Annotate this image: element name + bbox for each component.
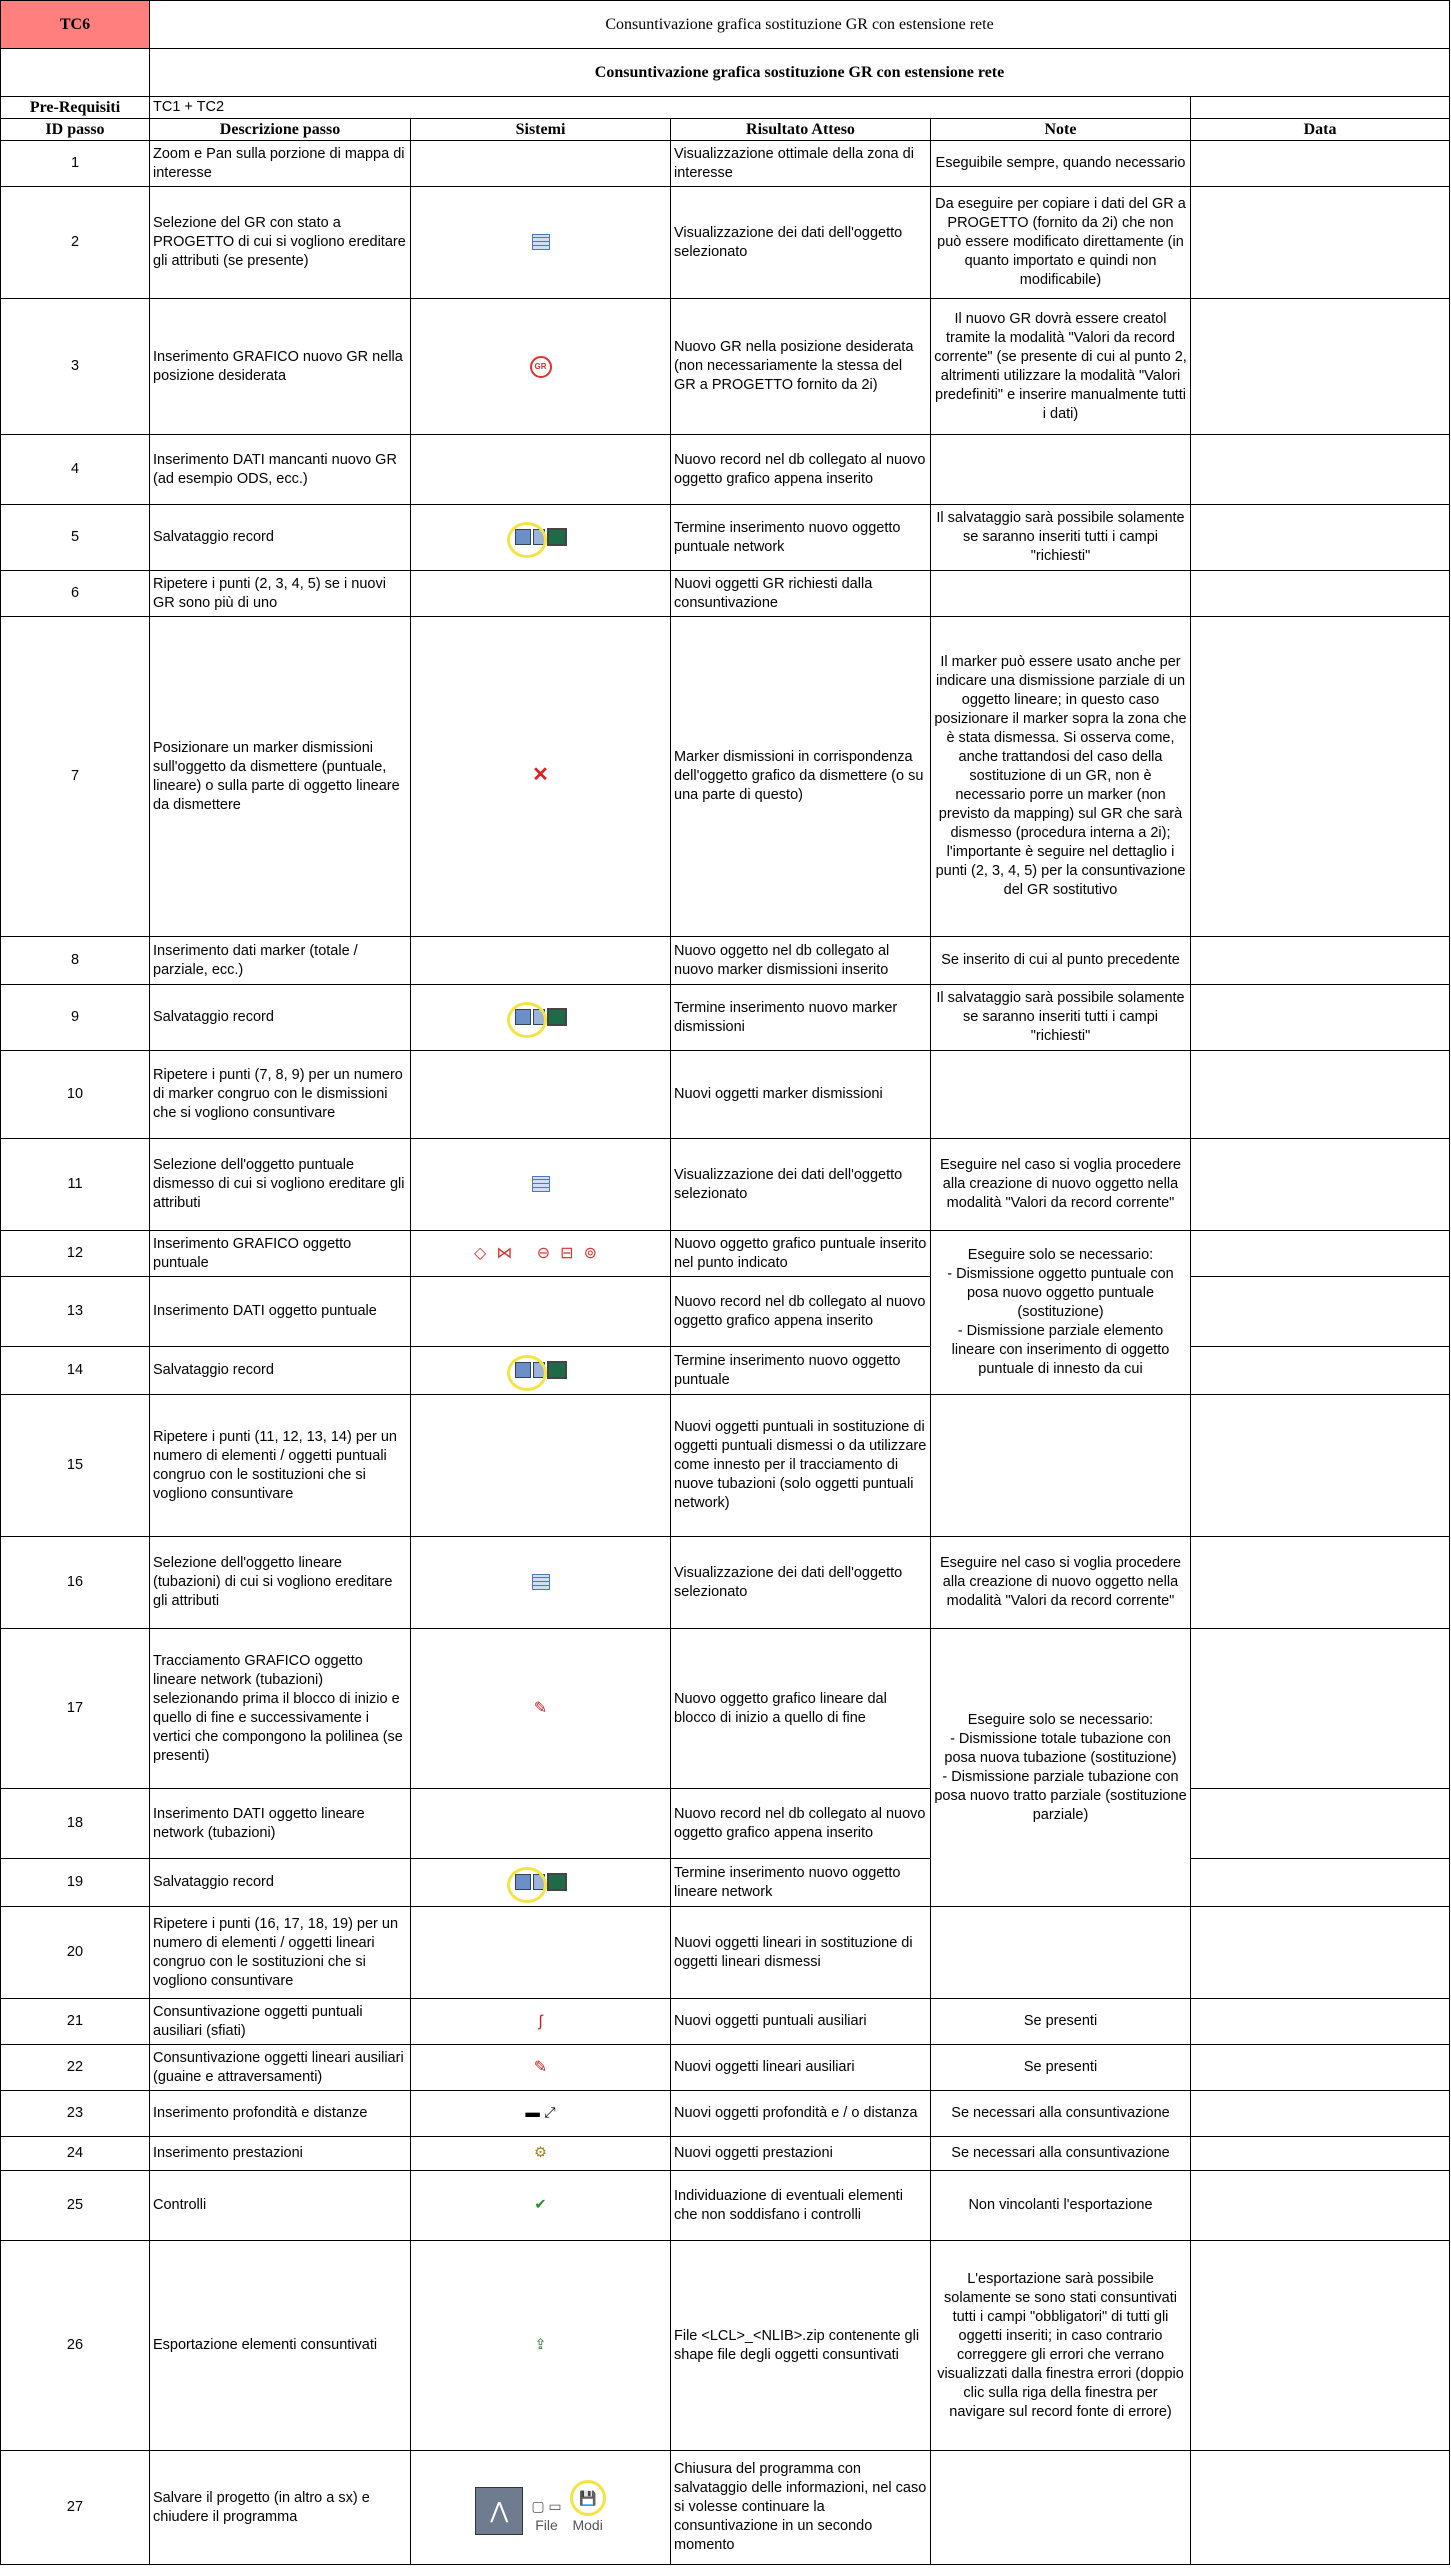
step-id: 14 (1, 1347, 150, 1395)
step-id: 18 (1, 1789, 150, 1859)
table-row (1, 1231, 1450, 1277)
step-expected-result: Nuovi oggetti lineari in sostituzione di oggetti lineari dismessi (671, 1907, 931, 1999)
step-date (1191, 1999, 1450, 2045)
step-expected-result: Nuovo record nel db collegato al nuovo oggetto grafico appena inserito (671, 1277, 931, 1347)
step-note: Il marker può essere usato anche per indicare una dismissione parziale di un oggetto lineare; in questo caso posizionare il marker sopra la zona che è stata dismessa. Si osserva come, anche trattandosi del caso della sostituzione di un GR, non è necessario porre un marker (non previsto da mapping) sul GR che sarà dismesso (procedura interna a 2i); l'importante è seguire nel dettaglio i punti (2, 3, 4, 5) per la consuntivazione del GR sostitutivo (931, 617, 1191, 937)
table-row (1, 2171, 1450, 2241)
step-id: 10 (1, 1051, 150, 1139)
save-record-icon (509, 1869, 573, 1895)
step-note (931, 435, 1191, 505)
tc-title: Consuntivazione grafica sostituzione GR con estensione rete (150, 1, 1450, 49)
step-description: Inserimento GRAFICO nuovo GR nella posizione desiderata (150, 299, 411, 435)
step-note: L'esportazione sarà possibile solamente se sono stati consuntivati tutti i campi "obbligatori" di tutti gli oggetti inseriti; in caso contrario correggere gli errori che verrano visualizzati dalla finestra errori (doppio clic sulla riga della finestra per navigare sul record fonte di errore) (931, 2241, 1191, 2451)
step-description: Inserimento DATI oggetto puntuale (150, 1277, 411, 1347)
step-expected-result: Chiusura del programma con salvataggio delle informazioni, nel caso si volesse continuare la consuntivazione in un secondo momento (671, 2451, 931, 2565)
step-expected-result: Nuovi oggetti GR richiesti dalla consuntivazione (671, 571, 931, 617)
step-note (931, 1395, 1191, 1537)
table-row (1, 1051, 1450, 1139)
step-expected-result: Termine inserimento nuovo oggetto puntuale network (671, 505, 931, 571)
step-date (1191, 1277, 1450, 1347)
step-systems (411, 1395, 671, 1537)
step-date (1191, 141, 1450, 187)
step-expected-result: Visualizzazione dei dati dell'oggetto selezionato (671, 1139, 931, 1231)
step-note (931, 1907, 1191, 1999)
step-systems (411, 1139, 671, 1231)
table-row (1, 2137, 1450, 2171)
export-icon: ⇪ (534, 2337, 547, 2353)
table-row (1, 2241, 1450, 2451)
step-id: 15 (1, 1395, 150, 1537)
step-note: Se necessari alla consuntivazione (931, 2091, 1191, 2137)
step-systems (411, 2137, 671, 2171)
step-id: 26 (1, 2241, 150, 2451)
step-systems (411, 2241, 671, 2451)
highlight-ring (507, 1867, 547, 1903)
step-expected-result: Nuovo oggetto nel db collegato al nuovo marker dismissioni inserito (671, 937, 931, 985)
step-date (1191, 985, 1450, 1051)
step-date (1191, 1859, 1450, 1907)
step-systems (411, 2171, 671, 2241)
step-expected-result: Nuovo oggetto grafico lineare dal blocco di inizio a quello di fine (671, 1629, 931, 1789)
step-id: 25 (1, 2171, 150, 2241)
save-icon: 💾 (570, 2480, 606, 2516)
table-row (1, 1347, 1450, 1395)
table-row (1, 187, 1450, 299)
step-expected-result: Visualizzazione dei dati dell'oggetto selezionato (671, 187, 931, 299)
step-id: 23 (1, 2091, 150, 2137)
toolbar-icon (547, 528, 567, 546)
toolbar-icon (547, 1008, 567, 1026)
step-id: 6 (1, 571, 150, 617)
step-date (1191, 2451, 1450, 2565)
table-row (1, 1139, 1450, 1231)
highlight-ring (507, 1355, 547, 1391)
step-systems (411, 1999, 671, 2045)
step-description: Posizionare un marker dismissioni sull'oggetto da dismettere (puntuale, lineare) o sulla parte di oggetto lineare da dismettere (150, 617, 411, 937)
step-description: Selezione dell'oggetto puntuale dismesso di cui si vogliono ereditare gli attributi (150, 1139, 411, 1231)
step-description: Consuntivazione oggetti puntuali ausiliari (sfiati) (150, 1999, 411, 2045)
step-date (1191, 2137, 1450, 2171)
step-expected-result: Nuovo GR nella posizione desiderata (non necessariamente la stessa del GR a PROGETTO fornito da 2i) (671, 299, 931, 435)
step-systems (411, 1859, 671, 1907)
step-note: Il salvataggio sarà possibile solamente se saranno inseriti tutti i campi "richiesti" (931, 505, 1191, 571)
step-date (1191, 435, 1450, 505)
step-expected-result: Nuovi oggetti puntuali in sostituzione di oggetti puntuali dismessi o da utilizzare come innesto per il tracciamento di nuove tubazioni (solo oggetti puntuali network) (671, 1395, 931, 1537)
dismiss-marker-icon: ✕ (532, 764, 549, 786)
step-note: Il nuovo GR dovrà essere creatol tramite la modalità "Valori da record corrente" (se presente di cui al punto 2, altrimenti utilizzare la modalità "Valori predefiniti" e inserire manualmente tutti i dati) (931, 299, 1191, 435)
step-expected-result: Marker dismissioni in corrispondenza dell'oggetto grafico da dismettere (o su una parte di questo) (671, 617, 931, 937)
step-date (1191, 2091, 1450, 2137)
step-description: Inserimento prestazioni (150, 2137, 411, 2171)
step-systems (411, 2045, 671, 2091)
step-systems (411, 187, 671, 299)
step-description: Selezione del GR con stato a PROGETTO di cui si vogliono ereditare gli attributi (se presente) (150, 187, 411, 299)
gr-marker-icon: GR (530, 356, 552, 378)
table-row (1, 141, 1450, 187)
col-header-note: Note (931, 119, 1191, 141)
step-note (931, 1051, 1191, 1139)
step-note: Da eseguire per copiare i dati del GR a PROGETTO (fornito da 2i) che non può essere modificato direttamente (in quanto importato e quindi non modificabile) (931, 187, 1191, 299)
step-id: 5 (1, 505, 150, 571)
step-expected-result: Visualizzazione ottimale della zona di interesse (671, 141, 931, 187)
step-note: Eseguire nel caso si voglia procedere alla creazione di nuovo oggetto nella modalità "Valori da record corrente" (931, 1537, 1191, 1629)
save-record-icon (509, 1004, 573, 1030)
step-description: Controlli (150, 2171, 411, 2241)
step-expected-result: Nuovo record nel db collegato al nuovo oggetto grafico appena inserito (671, 435, 931, 505)
step-systems (411, 1051, 671, 1139)
step-date (1191, 299, 1450, 435)
table-grid-icon (532, 234, 550, 250)
step-date (1191, 617, 1450, 937)
step-systems (411, 435, 671, 505)
step-date (1191, 187, 1450, 299)
step-systems (411, 617, 671, 937)
step-expected-result: Nuovi oggetti prestazioni (671, 2137, 931, 2171)
step-note (931, 2451, 1191, 2565)
step-systems (411, 1629, 671, 1789)
step-note: Eseguibile sempre, quando necessario (931, 141, 1191, 187)
tc-subtitle: Consuntivazione grafica sostituzione GR con estensione rete (150, 49, 1450, 97)
draw-line-icon: ✎ (533, 2058, 548, 2076)
step-expected-result: Nuovi oggetti marker dismissioni (671, 1051, 931, 1139)
table-row (1, 2045, 1450, 2091)
table-row (1, 617, 1450, 937)
vent-icon: ʃ (538, 2012, 543, 2030)
step-note: Se presenti (931, 1999, 1191, 2045)
table-row (1, 299, 1450, 435)
step-expected-result: Nuovo record nel db collegato al nuovo oggetto grafico appena inserito (671, 1789, 931, 1859)
step-description: Inserimento DATI mancanti nuovo GR (ad esempio ODS, ecc.) (150, 435, 411, 505)
step-expected-result: Termine inserimento nuovo marker dismissioni (671, 985, 931, 1051)
point-object-icons: ◇⋈ ⊖⊟⊚ (474, 1244, 607, 1262)
step-id: 27 (1, 2451, 150, 2565)
step-date (1191, 937, 1450, 985)
step-description: Salvataggio record (150, 505, 411, 571)
step-description: Inserimento GRAFICO oggetto puntuale (150, 1231, 411, 1277)
step-note (931, 571, 1191, 617)
step-note: Se necessari alla consuntivazione (931, 2137, 1191, 2171)
step-description: Consuntivazione oggetti lineari ausiliari (guaine e attraversamenti) (150, 2045, 411, 2091)
step-systems (411, 1347, 671, 1395)
table-row (1, 571, 1450, 617)
step-systems (411, 571, 671, 617)
step-description: Tracciamento GRAFICO oggetto lineare network (tubazioni) selezionando prima il blocco di inizio e quello di fine e successivamente i vertici che compongono la polilinea (se presenti) (150, 1629, 411, 1789)
step-systems (411, 985, 671, 1051)
check-icon: ✔ (534, 2197, 547, 2213)
col-header-date: Data (1191, 119, 1450, 141)
step-id: 9 (1, 985, 150, 1051)
step-systems (411, 1537, 671, 1629)
step-description: Ripetere i punti (16, 17, 18, 19) per un numero di elementi / oggetti lineari congruo con le sostituzioni che si vogliono consuntivare (150, 1907, 411, 1999)
step-id: 1 (1, 141, 150, 187)
step-description: Esportazione elementi consuntivati (150, 2241, 411, 2451)
step-id: 20 (1, 1907, 150, 1999)
step-id: 24 (1, 2137, 150, 2171)
step-systems (411, 141, 671, 187)
toolbar-icon (547, 1361, 567, 1379)
step-note: Eseguire solo se necessario: - Dismissione oggetto puntuale con posa nuovo oggetto puntuale (sostituzione) - Dismissione parziale elemento lineare con inserimento di oggetto puntuale di innesto da cui (931, 1231, 1191, 1395)
step-date (1191, 1347, 1450, 1395)
step-systems (411, 2451, 671, 2565)
step-date (1191, 1629, 1450, 1789)
table-row (1, 505, 1450, 571)
step-description: Ripetere i punti (11, 12, 13, 14) per un numero di elementi / oggetti puntuali congruo con le sostituzioni che si vogliono consuntivare (150, 1395, 411, 1537)
step-description: Zoom e Pan sulla porzione di mappa di interesse (150, 141, 411, 187)
step-description: Salvataggio record (150, 1347, 411, 1395)
save-record-icon (509, 524, 573, 550)
step-expected-result: Nuovo oggetto grafico puntuale inserito nel punto indicato (671, 1231, 931, 1277)
step-expected-result: Visualizzazione dei dati dell'oggetto selezionato (671, 1537, 931, 1629)
step-systems (411, 505, 671, 571)
table-row (1, 937, 1450, 985)
step-systems (411, 1277, 671, 1347)
table-grid-icon (532, 1176, 550, 1192)
step-description: Ripetere i punti (7, 8, 9) per un numero di marker congruo con le dismissioni che si vogliono consuntivare (150, 1051, 411, 1139)
step-id: 12 (1, 1231, 150, 1277)
draw-line-icon: ✎ (533, 1699, 548, 1717)
step-id: 13 (1, 1277, 150, 1347)
step-date (1191, 1139, 1450, 1231)
col-header-result: Risultato Atteso (671, 119, 931, 141)
ribbon-toolbar (475, 2480, 605, 2535)
table-row (1, 1277, 1450, 1347)
step-description: Selezione dell'oggetto lineare (tubazioni) di cui si vogliono ereditare gli attributi (150, 1537, 411, 1629)
table-row (1, 2451, 1450, 2565)
step-note: Il salvataggio sarà possibile solamente se saranno inseriti tutti i campi "richiesti" (931, 985, 1191, 1051)
step-date (1191, 571, 1450, 617)
save-record-icon (509, 1357, 573, 1383)
step-description: Salvare il progetto (in altro a sx) e chiudere il programma (150, 2451, 411, 2565)
table-row (1, 1907, 1450, 1999)
step-date (1191, 1051, 1450, 1139)
step-date (1191, 505, 1450, 571)
compass-icon: ⋀ (475, 2487, 523, 2535)
table-row (1, 1859, 1450, 1907)
step-date (1191, 2171, 1450, 2241)
table-grid-icon (532, 1574, 550, 1590)
step-id: 7 (1, 617, 150, 937)
tc-id: TC6 (1, 1, 150, 49)
step-id: 19 (1, 1859, 150, 1907)
prereq-value: TC1 + TC2 (150, 97, 1191, 119)
step-expected-result: Nuovi oggetti puntuali ausiliari (671, 1999, 931, 2045)
col-header-id: ID passo (1, 119, 150, 141)
step-description: Inserimento profondità e distanze (150, 2091, 411, 2137)
step-expected-result: File <LCL>_<NLIB>.zip contenente gli shape file degli oggetti consuntivati (671, 2241, 931, 2451)
file-label: File (535, 2517, 558, 2533)
table-row (1, 1537, 1450, 1629)
step-systems (411, 1231, 671, 1277)
highlight-ring (507, 1002, 547, 1038)
step-id: 16 (1, 1537, 150, 1629)
step-id: 2 (1, 187, 150, 299)
step-note: Eseguire nel caso si voglia procedere alla creazione di nuovo oggetto nella modalità "Valori da record corrente" (931, 1139, 1191, 1231)
step-date (1191, 2045, 1450, 2091)
step-id: 8 (1, 937, 150, 985)
highlight-ring (507, 522, 547, 558)
table-row (1, 1395, 1450, 1537)
step-note: Non vincolanti l'esportazione (931, 2171, 1191, 2241)
step-description: Inserimento dati marker (totale / parziale, ecc.) (150, 937, 411, 985)
prereq-label: Pre-Requisiti (1, 97, 150, 119)
table-row (1, 435, 1450, 505)
col-header-desc: Descrizione passo (150, 119, 411, 141)
step-note: Eseguire solo se necessario: - Dismissione totale tubazione con posa nuova tubazione (sostituzione) - Dismissione parziale tubazione con posa nuovo tratto parziale (sostituzione parziale) (931, 1629, 1191, 1907)
step-date (1191, 1907, 1450, 1999)
step-systems (411, 299, 671, 435)
modi-menu (570, 2480, 606, 2535)
step-description: Inserimento DATI oggetto lineare network (tubazioni) (150, 1789, 411, 1859)
col-header-sys: Sistemi (411, 119, 671, 141)
step-expected-result: Nuovi oggetti lineari ausiliari (671, 2045, 931, 2091)
table-row (1, 1789, 1450, 1859)
modi-label: Modi (572, 2517, 603, 2533)
step-date (1191, 2241, 1450, 2451)
file-menu (531, 2497, 561, 2535)
step-systems (411, 1907, 671, 1999)
step-date (1191, 1231, 1450, 1277)
step-systems (411, 937, 671, 985)
table-row (1, 1629, 1450, 1789)
file-icon: ▢ ▭ (531, 2498, 562, 2514)
step-id: 3 (1, 299, 150, 435)
table-row (1, 2091, 1450, 2137)
step-description: Salvataggio record (150, 1859, 411, 1907)
step-id: 4 (1, 435, 150, 505)
table-row (1, 1999, 1450, 2045)
step-date (1191, 1537, 1450, 1629)
step-id: 21 (1, 1999, 150, 2045)
step-note: Se presenti (931, 2045, 1191, 2091)
step-expected-result: Termine inserimento nuovo oggetto puntuale (671, 1347, 931, 1395)
toolbar-icon (547, 1873, 567, 1891)
gear-icon: ⚙ (534, 2145, 547, 2161)
step-date (1191, 1789, 1450, 1859)
table-row (1, 985, 1450, 1051)
step-systems (411, 1789, 671, 1859)
step-expected-result: Individuazione di eventuali elementi che non soddisfano i controlli (671, 2171, 931, 2241)
step-expected-result: Termine inserimento nuovo oggetto lineare network (671, 1859, 931, 1907)
step-id: 22 (1, 2045, 150, 2091)
step-description: Ripetere i punti (2, 3, 4, 5) se i nuovi GR sono più di uno (150, 571, 411, 617)
step-systems (411, 2091, 671, 2137)
step-id: 17 (1, 1629, 150, 1789)
step-date (1191, 1395, 1450, 1537)
step-description: Salvataggio record (150, 985, 411, 1051)
depth-distance-icon: ▬ ⤢ (525, 2105, 556, 2121)
step-id: 11 (1, 1139, 150, 1231)
step-expected-result: Nuovi oggetti profondità e / o distanza (671, 2091, 931, 2137)
step-note: Se inserito di cui al punto precedente (931, 937, 1191, 985)
